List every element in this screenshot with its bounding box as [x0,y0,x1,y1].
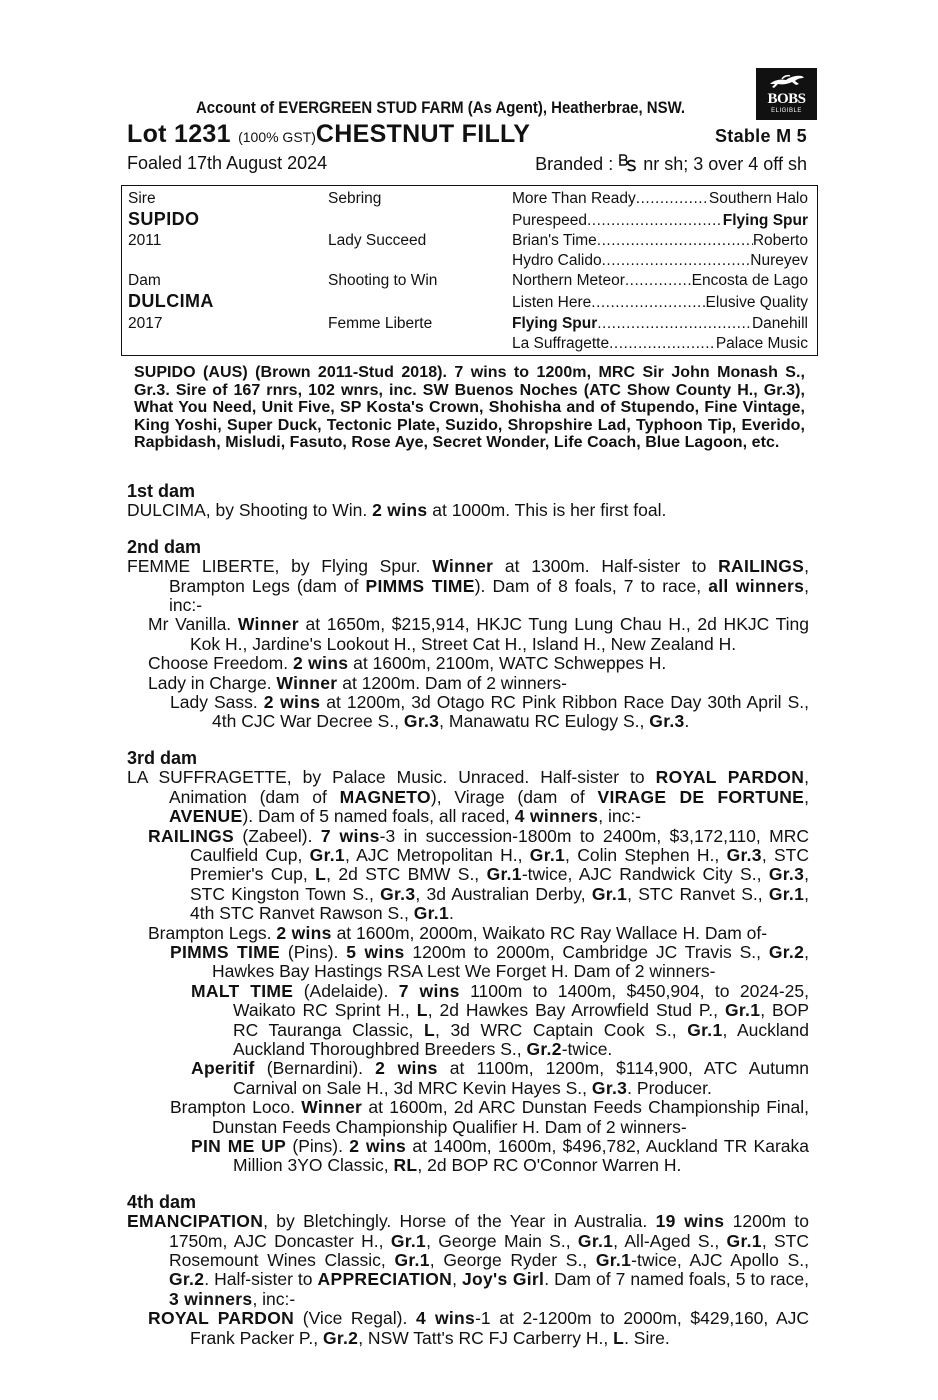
section-heading: 4th dam [127,1191,197,1212]
stable-location: Stable M 5 [714,126,807,146]
sire-name: SUPIDO [128,209,200,229]
dam-entry: DULCIMA, by Shooting to Win. 2 wins at 1000m. This is her first foal. [127,500,667,521]
sire-year: 2011 [128,232,162,249]
pedigree-g3-row: Hydro Calido ..... Nureyev [512,251,808,271]
lot-number: Lot 1231 [127,120,231,148]
branded-info [535,153,807,175]
gst-note: (100% GST) [238,129,316,145]
progeny-entry: RAILINGS (Zabeel). 7 wins-3 in succession-1800m to 2400m, $3,172,110, MRC Caulfield Cup, Gr.1, AJC Metropolitan H., Gr.1, Colin Stephen H., Gr.3, STC Premier's Cup, L, 2d STC BMW S., Gr.1-twice, AJC Randwick City S., Gr.3, STC Kingston Town S., Gr.3, 3d Australian Derby, Gr.1, STC Ranvet S., Gr.1, 4th STC Ranvet Rawson S., Gr.1. [148,825,810,924]
dam-sire: Shooting to Win [328,272,438,289]
dam-entry: FEMME LIBERTE, by Flying Spur. Winner at 1300m. Half-sister to RAILINGS, Brampton Legs (dam of PIMMS TIME). Dam of 8 foals, 7 to race, all winners, inc:- [127,556,810,616]
section-heading: 1st dam [127,481,196,501]
progeny-entry: MALT TIME (Adelaide). 7 wins 1100m to 1400m, $450,904, to 2024-25, Waikato RC Sprint H., L, 2d Hawkes Bay Arrowfield Stud P., Gr.1, BOP RC Tauranga Classic, L, 3d WRC Captain Cook S., Gr.1, Auckland Auckland Thoroughbred Breeders S., Gr.2-twice. [191,980,809,1059]
bobs-eligible-logo [756,68,817,120]
progeny-entry: Brampton Legs. 2 wins at 1600m, 2000m, Waikato RC Ray Wallace H. Dam of- [148,922,768,943]
progeny-entry: ROYAL PARDON (Vice Regal). 4 wins-1 at 2-1200m to 2000m, $429,160, AJC Frank Packer P., Gr.2, NSW Tatt's RC FJ Carberry H., L. Sire. [148,1308,810,1348]
progeny-entry: Aperitif (Bernardini). 2 wins at 1100m, 1200m, $114,900, ATC Autumn Carnival on Sale H., 3d MRC Kevin Hayes S., Gr.3. Producer. [191,1058,810,1098]
pedigree-g3-row: Listen Here ..... Elusive Quality [512,293,808,313]
racehorse-icon [766,72,808,90]
progeny-entry: Lady in Charge. Winner at 1200m. Dam of 2 winners- [148,672,567,693]
dam-name: DULCIMA [128,291,214,311]
pedigree-g3-row: More Than Ready ..... Southern Halo [512,189,808,209]
dam-line [127,482,809,1348]
vendor-account: Account of EVERGREEN STUD FARM (As Agent), Heatherbrae, NSW. [196,98,686,117]
sire-summary: SUPIDO (AUS) (Brown 2011-Stud 2018). 7 wins to 1200m, MRC Sir John Monash S., Gr.3. Sire of 167 rnrs, 102 wnrs, inc. SW Buenos Noches (ATC Show County H., Gr.3), What You Need, Unit Five, SP Kosta's Crown, Shohisha and of Stupendo, Fine Vintage, King Yoshi, Super Duck, Tectonic Plate, Suzido, Shropshire Lad, Typhoon Tip, Everido, Rapbidash, Misludi, Fasuto, Rose Aye, Secret Wonder, Life Coach, Blue Lagoon, etc. [134,364,805,451]
dam-label: Dam [128,272,161,289]
section-heading: 3rd dam [127,747,198,768]
dam-entry: LA SUFFRAGETTE, by Palace Music. Unraced. Half-sister to ROYAL PARDON, Animation (dam of MAGNETO), Virage (dam of VIRAGE DE FORTUNE, AVENUE). Dam of 5 named foals, all raced, 4 winners, inc:- [127,767,810,827]
dam-dam: Femme Liberte [328,315,433,332]
progeny-entry: PIMMS TIME (Pins). 5 wins 1200m to 2000m, Cambridge JC Travis S., Gr.2, Hawkes Bay Hastings RSA Lest We Forget H. Dam of 2 winners- [170,941,809,982]
horse-description: CHESTNUT FILLY [315,120,531,148]
branded-label: Branded : [535,154,614,174]
sire-sire: Sebring [328,190,382,207]
pedigree-g3-row: Northern Meteor ..... Encosta de Lago [512,271,808,291]
pedigree-g3-row: La Suffragette ..... Palace Music [512,334,808,354]
progeny-entry: Choose Freedom. 2 wins at 1600m, 2100m, WATC Schweppes H. [148,653,667,674]
progeny-entry: PIN ME UP (Pins). 2 wins at 1400m, 1600m, $496,782, Auckland TR Karaka Million 3YO Classic, RL, 2d BOP RC O'Connor Warren H. [191,1136,809,1176]
dam-year: 2017 [128,315,163,332]
pedigree-g3-row: Brian's Time ..... Roberto [512,231,808,251]
pedigree-g3-row: Purespeed ..... Flying Spur [512,211,808,231]
brand-mark-icon [618,153,638,173]
logo-text: BOBS [767,91,806,107]
sire-dam: Lady Succeed [328,232,427,249]
progeny-entry: Mr Vanilla. Winner at 1650m, $215,914, HKJC Tung Lung Chau H., 2d HKJC Ting Kok H., Jardine's Lookout H., Street Cat H., Island H., New Zealand H. [148,614,810,654]
progeny-entry: Lady Sass. 2 wins at 1200m, 3d Otago RC Pink Ribbon Race Day 30th April S., 4th CJC War Decree S., Gr.3, Manawatu RC Eulogy S., Gr.3. [170,692,809,732]
sire-label: Sire [128,190,156,207]
lot-line [127,120,811,150]
section-heading: 2nd dam [127,536,202,557]
dam-entry: EMANCIPATION, by Bletchingly. Horse of the Year in Australia. 19 wins 1200m to 1750m, AJC Doncaster H., Gr.1, George Main S., Gr.1, All-Aged S., Gr.1, STC Rosemount Wines Classic, Gr.1, George Ryder S., Gr.1-twice, AJC Apollo S., Gr.2. Half-sister to APPRECIATION, Joy's Girl. Dam of 7 named foals, 5 to race, 3 winners, inc:- [127,1211,810,1309]
lot-title [127,120,530,149]
branded-text: nr sh; 3 over 4 off sh [643,154,807,174]
logo-subtext: ELIGIBLE [771,108,802,114]
pedigree-g3-row: Flying Spur ..... Danehill [512,314,808,334]
foaled-date: Foaled 17th August 2024 [127,153,328,173]
progeny-entry: Brampton Loco. Winner at 1600m, 2d ARC Dunstan Feeds Championship Final, Dunstan Feeds Championship Qualifier H. Dam of 2 winners- [170,1097,810,1137]
pedigree-table [121,185,818,356]
